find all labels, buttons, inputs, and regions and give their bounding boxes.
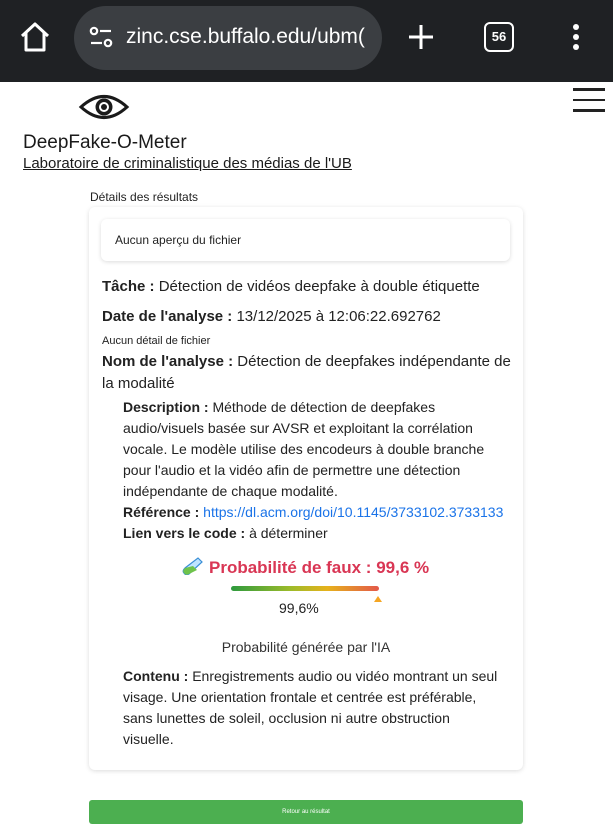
new-tab-icon[interactable] — [404, 20, 438, 54]
analysis-name-row: Nom de l'analyse : Détection de deepfakes indépendante de — [102, 353, 511, 370]
results-section-label: Détails des résultats — [90, 190, 199, 204]
description-block: Description : Méthode de détection de deepfakes audio/visuels basée sur AVSR et exploitant la corrélation vocale. Le modèle utilise des encodeurs à double branche pour l'audio et la vidéo afin de permettre une détection indépendante de chaque modalité. Référence : https://dl.acm.org/doi/10.1145/3733102.3733133 Lien vers le code : à déterminer — [123, 399, 504, 541]
file-preview-box — [101, 219, 510, 261]
no-file-detail: Aucun détail de fichier — [102, 335, 211, 347]
result-card — [89, 207, 523, 770]
probability-gauge — [231, 586, 379, 591]
gauge-value: 99,6% — [279, 600, 319, 616]
site-settings-icon[interactable] — [88, 24, 114, 50]
site-subtitle-link[interactable]: Laboratoire de criminalistique des médias de l'UB — [23, 155, 352, 172]
url-text[interactable]: zinc.cse.buffalo.edu/ubm( — [126, 25, 365, 48]
test-tube-icon — [181, 557, 203, 575]
tab-switcher-button[interactable]: 56 — [484, 22, 514, 52]
analysis-name-row-cont: la modalité — [102, 375, 175, 392]
fake-probability: Probabilité de faux : 99,6 % — [181, 557, 429, 578]
back-to-result-button[interactable]: Retour au résultat — [89, 800, 523, 824]
eye-logo-icon[interactable] — [78, 90, 130, 124]
gauge-marker — [374, 596, 382, 602]
date-row: Date de l'analyse : 13/12/2025 à 12:06:22.692762 — [102, 308, 441, 325]
site-brand[interactable]: DeepFake-O-Meter — [23, 132, 187, 153]
task-row: Tâche : Détection de vidéos deepfake à double étiquette — [102, 278, 480, 295]
ai-generated-note: Probabilité générée par l'IA — [221, 639, 391, 655]
reference-link[interactable]: https://dl.acm.org/doi/10.1145/3733102.3733133 — [203, 504, 504, 520]
home-icon[interactable] — [18, 20, 52, 54]
more-options-icon[interactable] — [566, 20, 586, 54]
file-preview-text: Aucun aperçu du fichier — [115, 233, 242, 247]
browser-toolbar — [0, 0, 613, 82]
menu-icon[interactable] — [573, 88, 605, 114]
content-block: Contenu : Enregistrements audio ou vidéo montrant un seul visage. Une orientation frontale et centrée est préférable, sans lunettes de soleil, occlusion ni autre obstruction visuelle. — [123, 668, 498, 747]
